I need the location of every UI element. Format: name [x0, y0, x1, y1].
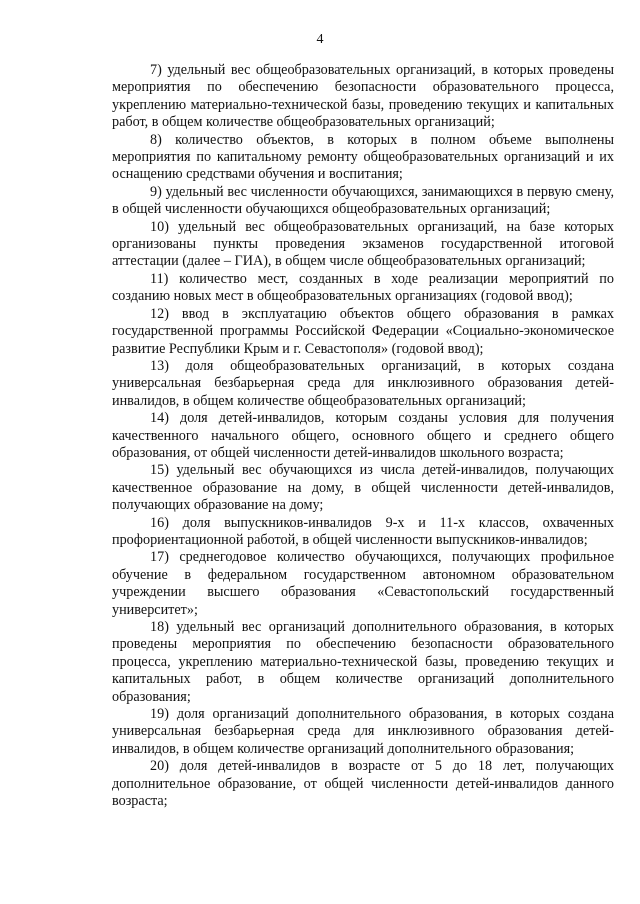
list-item-15: 15) удельный вес обучающихся из числа детей-инвалидов, получающих качественное образование на дому, в общей численности детей-инвалидов, получающих образование на дому;	[112, 462, 614, 514]
list-item-11: 11) количество мест, созданных в ходе реализации мероприятий по созданию новых мест в общеобразовательных организациях (годовой ввод);	[112, 270, 614, 305]
list-item-20: 20) доля детей-инвалидов в возрасте от 5 до 18 лет, получающих дополнительное образование, от общей численности детей-инвалидов данного возраста;	[112, 758, 614, 810]
list-item-7: 7) удельный вес общеобразовательных организаций, в которых проведены мероприятия по обеспечению безопасности образовательного процесса, укреплению материально-технической базы, проведению текущих и капитальных работ, в общем количестве общеобразовательных организаций;	[112, 62, 614, 131]
list-item-12: 12) ввод в эксплуатацию объектов общего образования в рамках государственной программы Российской Федерации «Социально-экономическое развитие Республики Крым и г. Севастополя» (годовой ввод);	[112, 305, 614, 357]
list-item-9: 9) удельный вес численности обучающихся, занимающихся в первую смену, в общей численности обучающихся общеобразовательных организаций;	[112, 183, 614, 218]
page-number: 4	[316, 32, 324, 47]
list-item-10: 10) удельный вес общеобразовательных организаций, на базе которых организованы пункты проведения экзаменов государственной итоговой аттестации (далее – ГИА), в общем числе общеобразовательных организаций;	[112, 218, 614, 270]
document-body	[112, 62, 614, 810]
list-item-13: 13) доля общеобразовательных организаций, в которых создана универсальная безбарьерная среда для инклюзивного образования детей-инвалидов, в общем количестве общеобразовательных организаций;	[112, 357, 614, 409]
list-item-19: 19) доля организаций дополнительного образования, в которых создана универсальная безбарьерная среда для инклюзивного образования детей-инвалидов, в общем количестве организаций дополнительного образования;	[112, 706, 614, 757]
list-item-18: 18) удельный вес организаций дополнительного образования, в которых проведены мероприятия по обеспечению безопасности образовательного процесса, укреплению материально-технической базы, проведению текущих и капитальных работ, в общем количестве организаций дополнительного образования;	[112, 619, 614, 705]
list-item-14: 14) доля детей-инвалидов, которым созданы условия для получения качественного начального общего, основного общего и среднего общего образования, от общей численности детей-инвалидов школьного возраста;	[112, 410, 614, 461]
list-item-16: 16) доля выпускников-инвалидов 9-х и 11-х классов, охваченных профориентационной работой, в общей численности выпускников-инвалидов;	[112, 514, 614, 548]
list-item-17: 17) среднегодовое количество обучающихся, получающих профильное обучение в федеральном государственном автономном образовательном учреждении высшего образования «Севастопольский государственный университет»;	[112, 549, 614, 618]
list-item-8: 8) количество объектов, в которых в полном объеме выполнены мероприятия по капитальному ремонту общеобразовательных организаций и их оснащению средствами обучения и воспитания;	[112, 131, 614, 183]
